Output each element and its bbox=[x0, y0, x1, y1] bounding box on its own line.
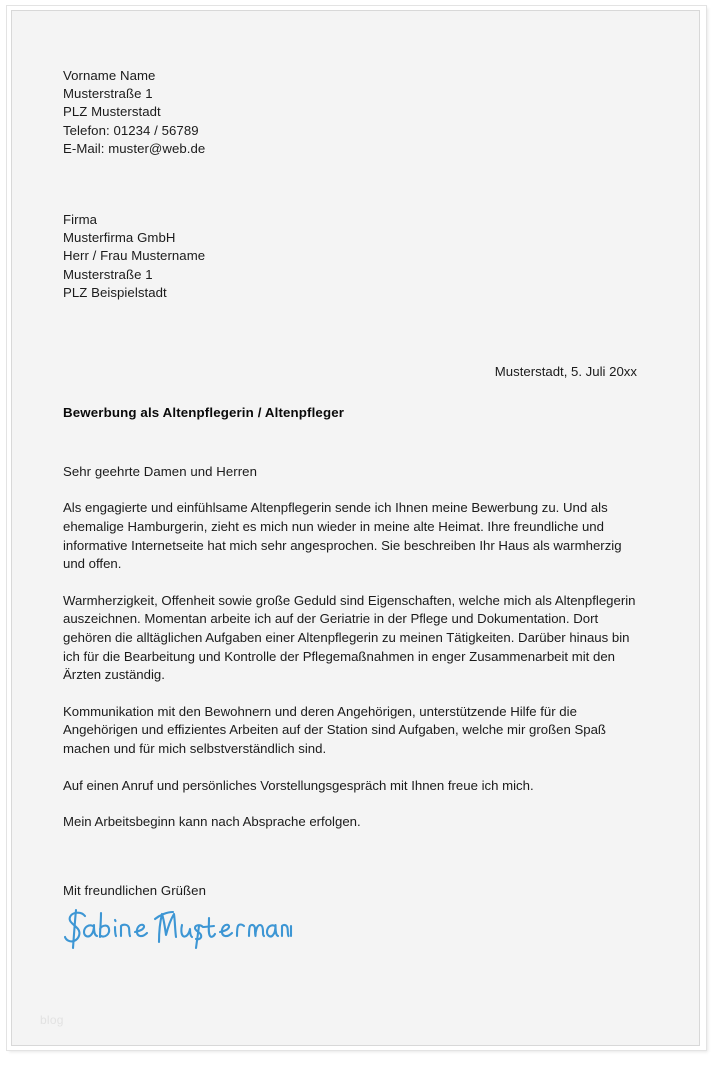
place-and-date: Musterstadt, 5. Juli 20xx bbox=[494, 364, 637, 380]
recipient-line: Musterstraße 1 bbox=[63, 266, 153, 282]
sender-line: E-Mail: muster@web.de bbox=[63, 140, 206, 156]
signature-handwriting-icon bbox=[63, 908, 293, 954]
body-paragraph: Mein Arbeitsbeginn kann nach Absprache erfolgen. bbox=[63, 814, 361, 830]
salutation: Sehr geehrte Damen und Herren bbox=[63, 464, 257, 480]
body-paragraph: Kommunikation mit den Bewohnern und deren Angehörigen, unterstützende Hilfe für die Angehörigen und effizientes Arbeiten auf der Station sind Aufgaben, welche mir großen Spaß machen und für mich selbstverständlich sind. bbox=[63, 703, 606, 756]
recipient-line: PLZ Beispielstadt bbox=[63, 284, 167, 300]
letter-content bbox=[63, 67, 647, 954]
blog-watermark: blog bbox=[40, 1013, 64, 1027]
sender-line: PLZ Musterstadt bbox=[63, 104, 161, 120]
sender-line: Telefon: 01234 / 56789 bbox=[63, 122, 199, 138]
sender-line: Musterstraße 1 bbox=[63, 86, 153, 102]
sender-line: Vorname Name bbox=[63, 68, 156, 83]
sender-address-block bbox=[63, 67, 647, 158]
body-paragraph: Als engagierte und einfühlsame Altenpflegerin sende ich Ihnen meine Bewerbung zu. Und als ehemalige Hamburgerin, zieht es mich nun wieder in meine alte Heimat. Ihre freundliche und informative Internetseite hat mich sehr angesprochen. Sie beschreiben Ihr Haus als warmherzig und offen. bbox=[63, 500, 622, 572]
letter-page bbox=[11, 10, 700, 1046]
recipient-line: Musterfirma GmbH bbox=[63, 230, 176, 246]
body-paragraph: Warmherzigkeit, Offenheit sowie große Geduld sind Eigenschaften, welche mich als Altenpflegerin auszeichnen. Momentan arbeite ich auf der Geriatrie in der Pflege und Dokumentation. Dort gehören die alltäglichen Aufgaben einer Altenpflegerin zu meinen Tätigkeiten. Darüber hinaus bin ich für die Bearbeitung und Kontrolle der Pflegemaßnahmen in enger Zusammenarbeit mit den Ärzten zuständig. bbox=[63, 592, 636, 683]
signature bbox=[63, 908, 647, 954]
recipient-address-block bbox=[63, 211, 647, 302]
subject-line: Bewerbung als Altenpflegerin / Altenpfleger bbox=[63, 405, 345, 421]
recipient-line: Firma bbox=[63, 212, 98, 228]
recipient-line: Herr / Frau Mustername bbox=[63, 248, 206, 264]
body-paragraph: Auf einen Anruf und persönliches Vorstellungsgespräch mit Ihnen freue ich mich. bbox=[63, 777, 534, 793]
closing-salutation: Mit freundlichen Grüßen bbox=[63, 882, 206, 898]
